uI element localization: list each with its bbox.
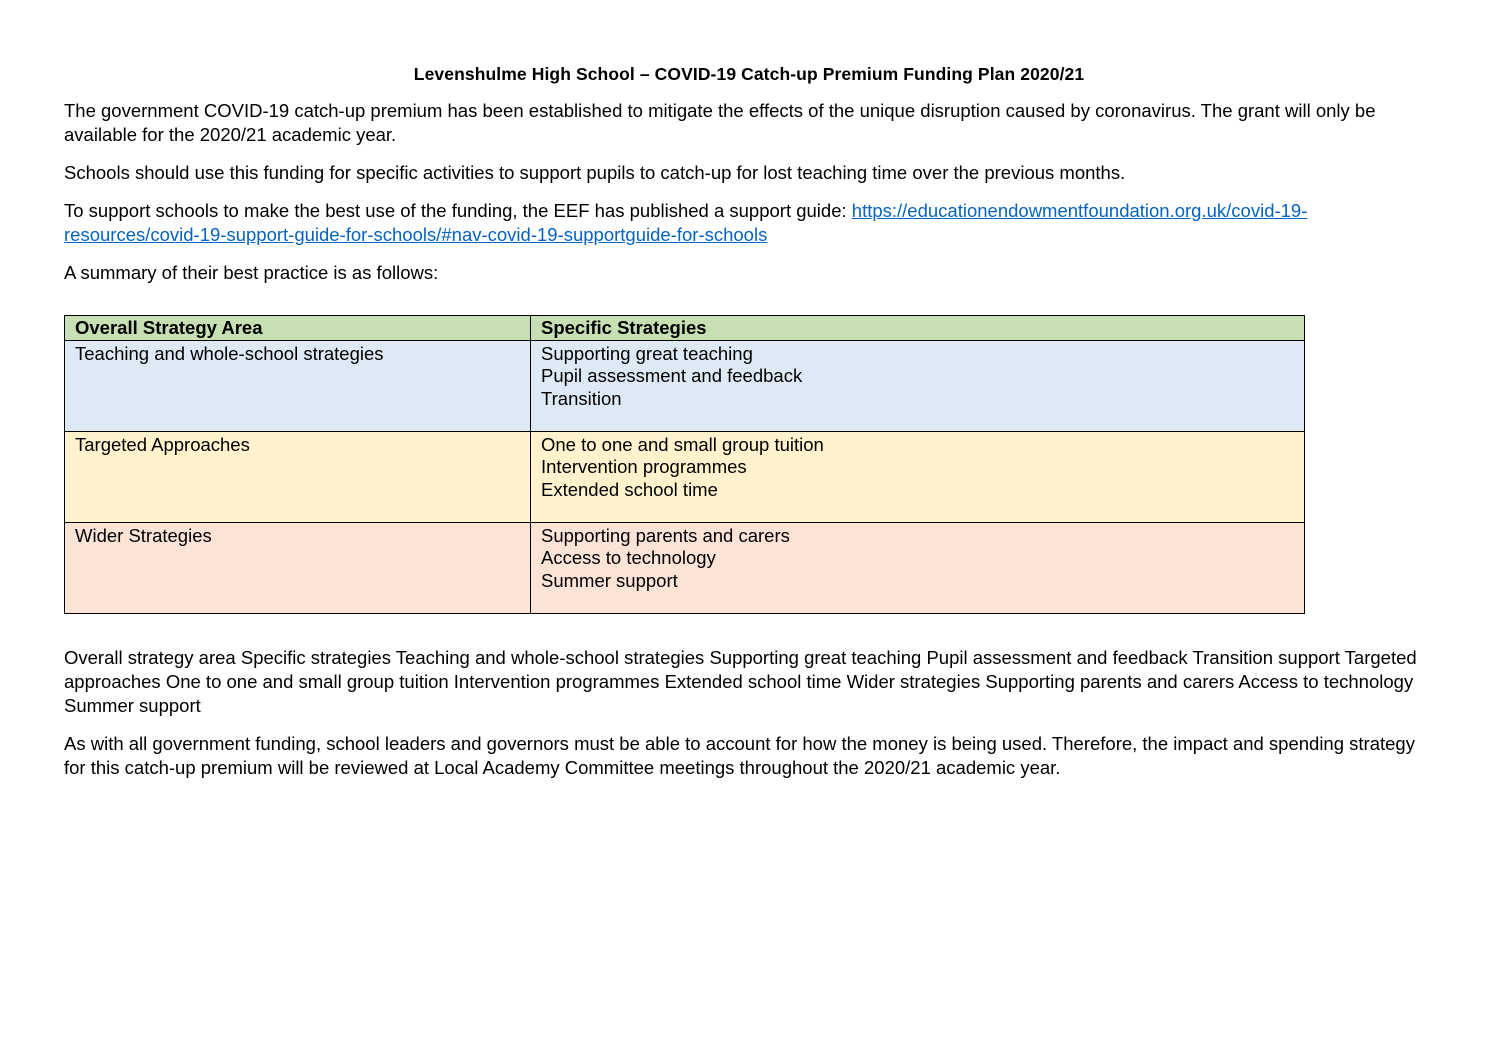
strategy-item: Pupil assessment and feedback (541, 365, 803, 386)
strategy-item: Transition (541, 387, 622, 409)
table-row (65, 431, 1305, 522)
support-guide-paragraph (64, 199, 1434, 247)
support-guide-text: To support schools to make the best use of the funding, the EEF has published a support guide: (64, 200, 852, 221)
strategy-area-cell: Wider Strategies (65, 522, 531, 613)
intro-paragraph: The government COVID-19 catch-up premium has been established to mitigate the effects of the unique disruption caused by coronavirus. The grant will only be available for the 2020/21 academic year. (64, 100, 1376, 145)
strategy-table (64, 315, 1305, 614)
summary-intro: A summary of their best practice is as follows: (64, 262, 439, 283)
strategy-item: One to one and small group tuition (541, 433, 824, 455)
header-overall-strategy-area: Overall Strategy Area (65, 316, 531, 341)
strategy-item: Supporting great teaching (541, 342, 753, 364)
strategy-item: Access to technology (541, 547, 716, 568)
specific-strategies-cell (531, 522, 1305, 613)
header-specific-strategies: Specific Strategies (531, 316, 1305, 341)
strategy-item: Summer support (541, 569, 678, 591)
strategy-item: Intervention programmes (541, 456, 747, 477)
strategy-area-cell: Teaching and whole-school strategies (65, 340, 531, 431)
table-row (65, 522, 1305, 613)
strategy-item: Supporting parents and carers (541, 524, 790, 546)
specific-strategies-cell (531, 340, 1305, 431)
table-header-row (65, 316, 1305, 341)
usage-paragraph: Schools should use this funding for specific activities to support pupils to catch-up for lost teaching time over the previous months. (64, 162, 1126, 183)
table-row (65, 340, 1305, 431)
table-text-paragraph: Overall strategy area Specific strategies Teaching and whole-school strategies Supporting great teaching Pupil assessment and feedback Transition support Targeted approaches One to one and small group tuition Intervention programmes Extended school time Wider strategies Supporting parents and carers Access to technology Summer support (64, 646, 1417, 716)
document-page (64, 64, 1434, 794)
support-guide-link[interactable]: https://educationendowmentfoundation.org.uk/covid-19-resources/covid-19-support-guide-for-schools/#nav-covid-19-supportguide-for-schools (64, 200, 1308, 245)
specific-strategies-cell (531, 431, 1305, 522)
strategy-item: Extended school time (541, 478, 718, 500)
accountability-paragraph: As with all government funding, school leaders and governors must be able to account for how the money is being used. Therefore, the impact and spending strategy for this catch-up premium will be reviewed at Local Academy Committee meetings throughout the 2020/21 academic year. (64, 732, 1415, 778)
document-title: Levenshulme High School – COVID-19 Catch-up Premium Funding Plan 2020/21 (413, 64, 1085, 84)
strategy-area-cell: Targeted Approaches (65, 431, 531, 522)
